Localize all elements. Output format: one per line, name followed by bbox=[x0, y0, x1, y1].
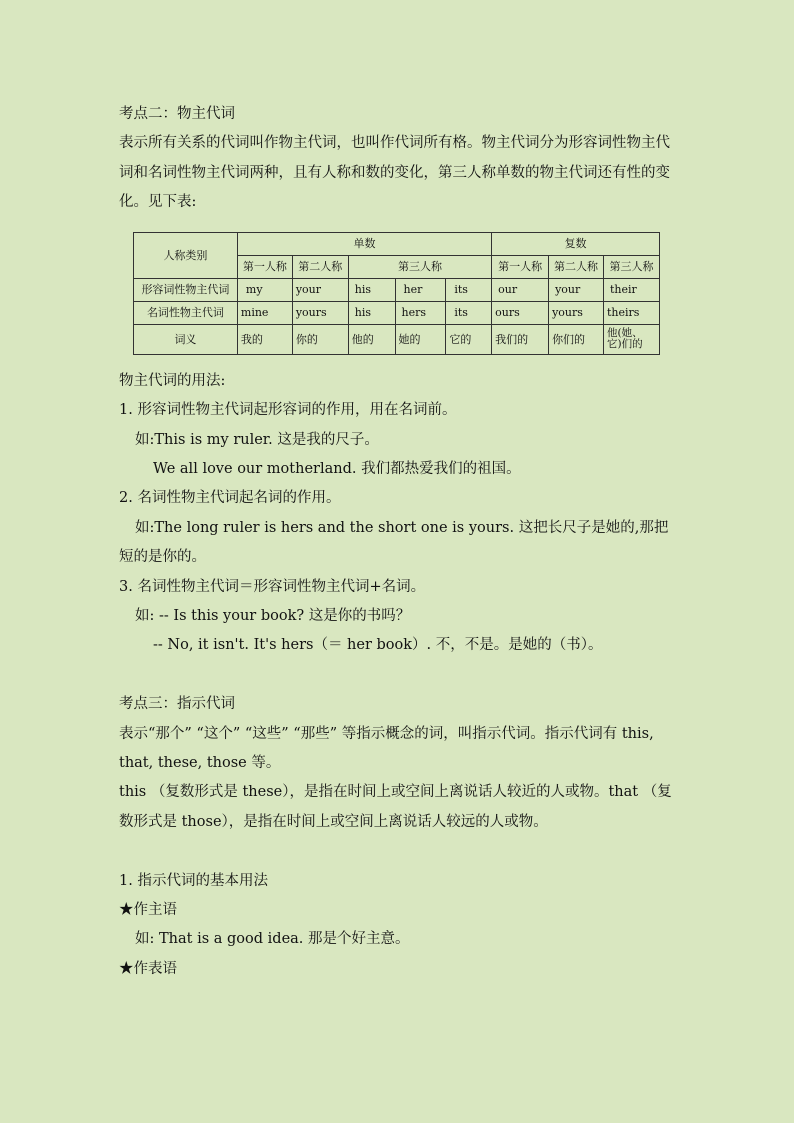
section-title-possessive: 考点二：物主代词 bbox=[119, 106, 235, 122]
usage-example-3b: -- No, it isn't. It's hers（＝ her book）. 不，不是。是她的（书）。 bbox=[153, 637, 603, 654]
singular-first-person: 第一人称 bbox=[237, 255, 292, 278]
table-cell: 她的 bbox=[395, 324, 446, 354]
spacer bbox=[119, 661, 679, 690]
table-row bbox=[134, 278, 660, 301]
table-row bbox=[134, 324, 660, 354]
usage-example-3a: 如: -- Is this your book? 这是你的书吗？ bbox=[135, 607, 411, 624]
spacer bbox=[119, 837, 679, 866]
document-content bbox=[119, 100, 679, 984]
table-cell: your bbox=[549, 278, 604, 301]
table-cell: his bbox=[348, 278, 395, 301]
subject-example: 如: That is a good idea. 那是个好主意。 bbox=[135, 931, 410, 948]
table-corner-cell: 人称类别 bbox=[134, 232, 238, 278]
usage-heading: 物主代词的用法: bbox=[119, 372, 226, 389]
singular-second-person: 第二人称 bbox=[292, 255, 348, 278]
usage-item-3: 3. 名词性物主代词＝形容词性物主代词+名词。 bbox=[119, 578, 426, 595]
table-cell: his bbox=[348, 301, 395, 324]
table-cell: hers bbox=[395, 301, 446, 324]
table-cell: my bbox=[237, 278, 292, 301]
plural-first-person: 第一人称 bbox=[492, 255, 549, 278]
plural-header: 复数 bbox=[492, 232, 660, 255]
predicative-heading: ★作表语 bbox=[119, 960, 177, 977]
row-label: 名词性物主代词 bbox=[134, 301, 238, 324]
table-cell: 你们的 bbox=[549, 324, 604, 354]
plural-second-person: 第二人称 bbox=[549, 255, 604, 278]
table-cell: 他的 bbox=[348, 324, 395, 354]
table-cell: your bbox=[292, 278, 348, 301]
basic-usage-heading: 1. 指示代词的基本用法 bbox=[119, 872, 268, 889]
table-cell: their bbox=[604, 278, 660, 301]
table-cell: its bbox=[446, 301, 492, 324]
usage-example-1b: We all love our motherland. 我们都热爱我们的祖国。 bbox=[153, 460, 521, 477]
usage-example-2: 如:The long ruler is hers and the short one is yours. 这把长尺子是她的,那把短的是你的。 bbox=[119, 519, 669, 566]
table-cell: its bbox=[446, 278, 492, 301]
row-label: 词义 bbox=[134, 324, 238, 354]
table-cell: theirs bbox=[604, 301, 660, 324]
table-cell: our bbox=[492, 278, 549, 301]
usage-example-1a: 如:This is my ruler. 这是我的尺子。 bbox=[135, 431, 379, 448]
table-cell: yours bbox=[549, 301, 604, 324]
table-cell: 你的 bbox=[292, 324, 348, 354]
pronoun-table-wrapper bbox=[133, 232, 679, 355]
table-cell: mine bbox=[237, 301, 292, 324]
table-row bbox=[134, 301, 660, 324]
possessive-intro: 表示所有关系的代词叫作物主代词，也叫作代词所有格。物主代词分为形容词性物主代词和名词性物主代词两种，且有人称和数的变化，第三人称单数的物主代词还有性的变化。见下表: bbox=[119, 135, 670, 211]
table-cell: 我们的 bbox=[492, 324, 549, 354]
usage-item-2: 2. 名词性物主代词起名词的作用。 bbox=[119, 490, 341, 507]
plural-third-person: 第三人称 bbox=[604, 255, 660, 278]
table-cell: her bbox=[395, 278, 446, 301]
singular-header: 单数 bbox=[237, 232, 491, 255]
section-title-demonstrative: 考点三：指示代词 bbox=[119, 696, 235, 713]
row-label: 形容词性物主代词 bbox=[134, 278, 238, 301]
table-cell: 我的 bbox=[237, 324, 292, 354]
usage-item-1: 1. 形容词性物主代词起形容词的作用，用在名词前。 bbox=[119, 402, 457, 419]
table-cell: 它的 bbox=[446, 324, 492, 354]
table-header-row bbox=[134, 232, 660, 255]
demonstrative-detail: this （复数形式是 these），是指在时间上或空间上离说话人较近的人或物。that （复数形式是 those），是指在时间上或空间上离说话人较远的人或物。 bbox=[119, 784, 672, 830]
table-cell: 他(她、它)们的 bbox=[604, 324, 660, 354]
subject-heading: ★作主语 bbox=[119, 902, 177, 918]
demonstrative-intro: 表示“那个” “这个” “这些” “那些” 等指示概念的词，叫指示代词。指示代词有 this, that, these, those 等。 bbox=[119, 725, 654, 771]
possessive-pronoun-table bbox=[133, 232, 660, 355]
table-cell: ours bbox=[492, 301, 549, 324]
table-cell: yours bbox=[292, 301, 348, 324]
singular-third-person: 第三人称 bbox=[348, 255, 491, 278]
